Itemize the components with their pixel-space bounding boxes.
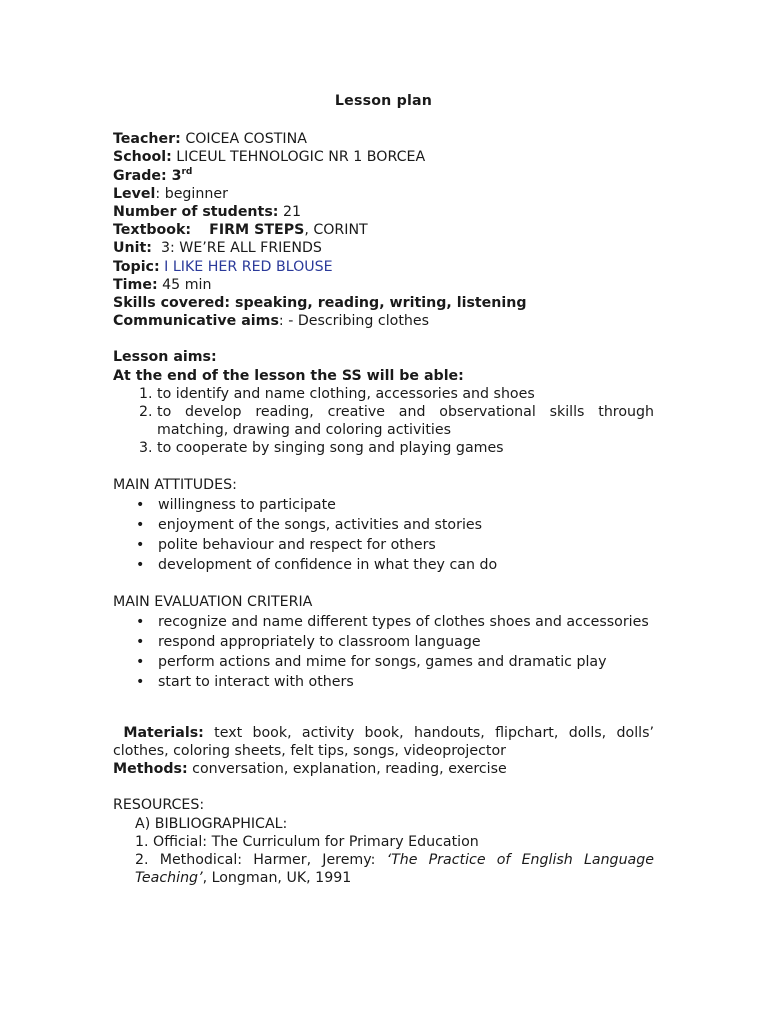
time-line: Time: 45 min: [113, 276, 212, 293]
lesson-aims-list: [113, 385, 654, 458]
resource-item-methodical: 2. Methodical: Harmer, Jeremy: ‘The Practice of English Language Teaching’, Longman, UK, 1991: [135, 851, 654, 887]
school-line: School: LICEUL TEHNOLOGIC NR 1 BORCEA: [113, 149, 426, 166]
school-value: LICEUL TEHNOLOGIC NR 1 BORCEA: [176, 149, 426, 166]
textbook-publisher: , CORINT: [304, 222, 368, 239]
document-title: Lesson plan: [334, 93, 433, 109]
list-item: • enjoyment of the songs, activities and stories: [158, 516, 654, 534]
communicative-aims-line: Communicative aims: - Describing clothes: [113, 313, 429, 330]
time-value: 45 min: [162, 276, 212, 293]
list-item: 3. to cooperate by singing song and playing games: [157, 439, 654, 457]
bibliographical-heading: A) BIBLIOGRAPHICAL:: [135, 815, 288, 832]
level-line: Level: beginner: [113, 185, 228, 202]
lesson-plan-content: [113, 92, 654, 887]
lesson-aims-heading: Lesson aims:: [113, 349, 217, 366]
communicative-aims-value: : - Describing clothes: [278, 313, 429, 330]
teacher-line: Teacher: COICEA COSTINA: [113, 131, 307, 148]
textbook-title: FIRM STEPS: [209, 222, 305, 239]
list-item: • polite behaviour and respect for others: [158, 536, 654, 554]
methods-value: conversation, explanation, reading, exercise: [192, 761, 507, 778]
list-item: • development of confidence in what they can do: [158, 556, 654, 574]
materials-value: text book, activity book, handouts, flipchart, dolls, dolls’ clothes, coloring sheets, felt tips, songs, videoprojector: [113, 724, 654, 759]
textbook-line: Textbook: FIRM STEPS, CORINT: [113, 222, 368, 239]
book-title: ‘The Practice of English Language Teaching’: [135, 851, 654, 887]
attitudes-list: [113, 496, 654, 575]
methods-line: Methods: conversation, explanation, reading, exercise: [113, 761, 507, 778]
resource-item-official: 1. Official: The Curriculum for Primary Education: [135, 833, 479, 850]
students-value: 21: [282, 204, 302, 221]
resources-heading: RESOURCES:: [113, 797, 205, 814]
topic-line: Topic: I LIKE HER RED BLOUSE: [113, 258, 333, 275]
skills-line: Skills covered: speaking, reading, writing, listening: [113, 295, 527, 312]
grade-suffix: rd: [181, 166, 193, 177]
list-item: • recognize and name different types of clothes shoes and accessories: [158, 613, 654, 631]
materials-label: Materials:: [123, 724, 204, 741]
topic-value: I LIKE HER RED BLOUSE: [164, 258, 333, 275]
attitudes-heading: MAIN ATTITUDES:: [113, 476, 237, 493]
unit-line: Unit: 3: WE’RE ALL FRIENDS: [113, 240, 322, 257]
level-value: : beginner: [155, 185, 228, 202]
students-line: Number of students: 21: [113, 204, 302, 221]
list-item: 1. to identify and name clothing, accessories and shoes: [157, 385, 654, 403]
evaluation-list: [113, 613, 654, 692]
list-item: • start to interact with others: [158, 673, 654, 691]
lesson-aims-subheading: At the end of the lesson the SS will be able:: [113, 367, 464, 384]
list-item: • perform actions and mime for songs, games and dramatic play: [158, 653, 654, 671]
grade-line: Grade: 3rd: [113, 166, 193, 184]
list-item: 2. to develop reading, creative and observational skills through matching, drawing and coloring activities: [157, 403, 654, 439]
list-item: • willingness to participate: [158, 496, 654, 514]
list-item: • respond appropriately to classroom language: [158, 633, 654, 651]
evaluation-heading: MAIN EVALUATION CRITERIA: [113, 593, 313, 610]
teacher-value: COICEA COSTINA: [185, 131, 307, 148]
unit-value: 3: WE’RE ALL FRIENDS: [160, 240, 322, 257]
materials-paragraph: [113, 724, 654, 760]
